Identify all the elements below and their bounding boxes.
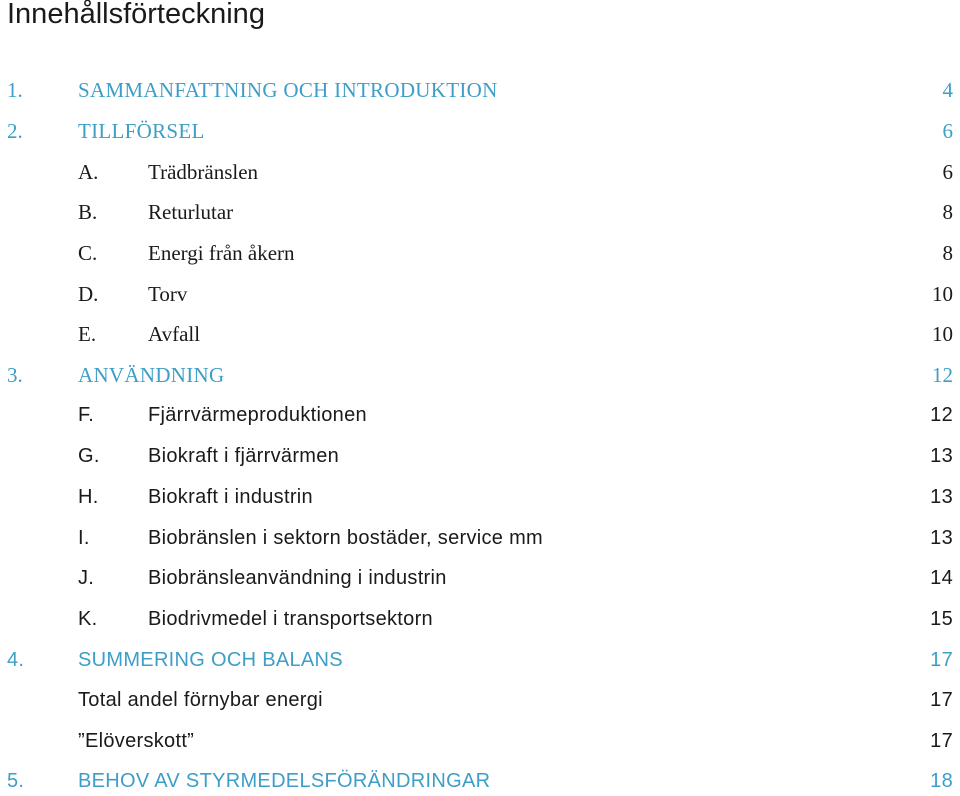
toc-label: Total andel förnybar energi [78,689,323,711]
toc-item-total-andel[interactable] [0,685,960,715]
toc-item-k[interactable] [0,604,960,634]
toc-page-number: 13 [930,527,953,549]
toc-page-number: 15 [930,608,953,630]
toc-section-1[interactable] [0,75,960,105]
toc-number: 2. [7,119,23,143]
toc-item-f[interactable] [0,400,960,430]
toc-label: ANVÄNDNING [78,363,225,387]
toc-number: C. [78,241,98,265]
toc-page-number: 10 [932,282,953,306]
toc-number: A. [78,160,99,184]
toc-label: Biobränslen i sektorn bostäder, service mm [148,527,543,549]
toc-item-e[interactable] [0,319,960,349]
toc-page-number: 17 [930,730,953,752]
toc-item-h[interactable] [0,482,960,512]
toc-page-number: 18 [930,770,953,792]
toc-number: K. [78,608,98,630]
toc-item-b[interactable] [0,197,960,227]
toc-page-number: 4 [942,78,953,102]
toc-item-j[interactable] [0,563,960,593]
toc-page-number: 13 [930,486,953,508]
toc-label: Biodrivmedel i transportsektorn [148,608,433,630]
toc-number: J. [78,567,95,589]
toc-number: 3. [7,363,23,387]
toc-label: Avfall [148,322,201,346]
toc-label: Returlutar [148,200,234,224]
toc-label: BEHOV AV STYRMEDELSFÖRÄNDRINGAR [78,770,491,792]
toc-section-4[interactable] [0,645,960,675]
toc-section-2[interactable] [0,116,960,146]
toc-section-5[interactable] [0,766,960,796]
toc-page-number: 12 [932,363,953,387]
toc-item-d[interactable] [0,279,960,309]
toc-label: Torv [148,282,188,306]
toc-page-number: 17 [930,689,953,711]
toc-label: Biobränsleanvändning i industrin [148,567,447,589]
toc-label: SAMMANFATTNING OCH INTRODUKTION [78,78,498,102]
toc-page-number: 8 [942,241,953,265]
toc-number: 5. [7,770,25,792]
toc-page-number: 17 [930,649,953,671]
toc-number: G. [78,445,100,467]
toc-label: ”Elöverskott” [78,730,195,752]
toc-page-number: 6 [942,160,953,184]
toc-label: Trädbränslen [148,160,259,184]
toc-number: H. [78,486,99,508]
toc-item-i[interactable] [0,523,960,553]
toc-item-a[interactable] [0,157,960,187]
toc-page-number: 8 [942,200,953,224]
toc-number: I. [78,527,90,549]
toc-label: SUMMERING OCH BALANS [78,649,343,671]
toc-page-number: 14 [930,567,953,589]
page-title: Innehållsförteckning [7,0,265,30]
toc-page-number: 10 [932,322,953,346]
toc-number: F. [78,404,95,426]
toc-label: Biokraft i fjärrvärmen [148,445,340,467]
toc-section-3[interactable] [0,360,960,390]
toc-label: Energi från åkern [148,241,295,265]
toc-number: D. [78,282,99,306]
toc-item-g[interactable] [0,441,960,471]
toc-item-c[interactable] [0,238,960,268]
toc-label: Biokraft i industrin [148,486,313,508]
toc-label: TILLFÖRSEL [78,119,205,143]
toc-page-number: 13 [930,445,953,467]
toc-number: 4. [7,649,25,671]
toc-item-eloverskott[interactable] [0,726,960,756]
toc-number: 1. [7,78,23,102]
toc-page-number: 12 [930,404,953,426]
toc-page-number: 6 [942,119,953,143]
toc-number: B. [78,200,98,224]
toc-label: Fjärrvärmeproduktionen [148,404,367,426]
toc-number: E. [78,322,97,346]
